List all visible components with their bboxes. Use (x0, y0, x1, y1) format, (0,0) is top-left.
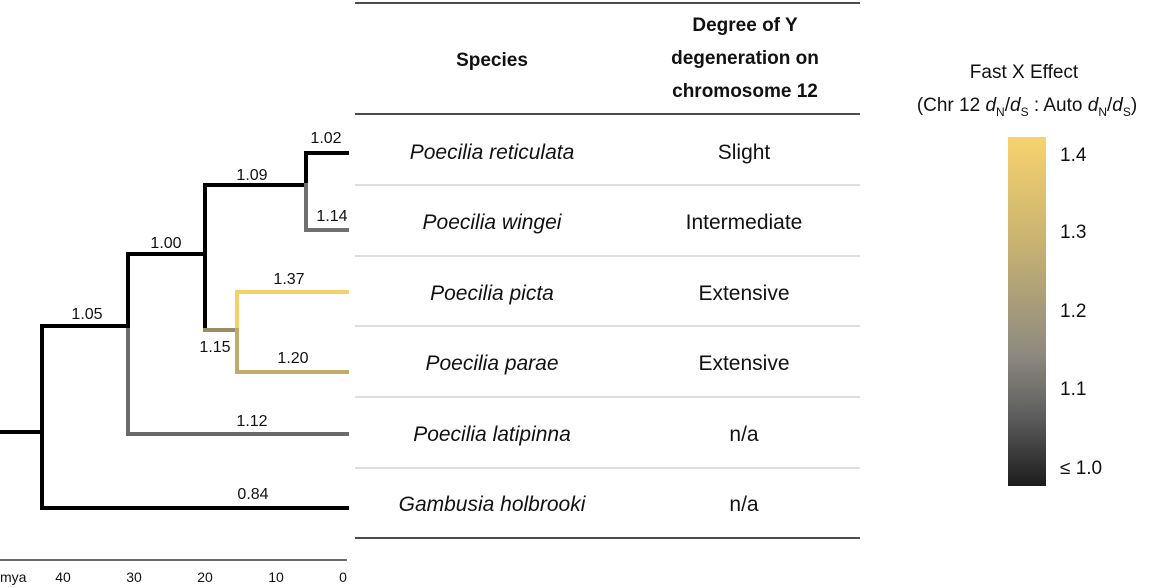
phylogenetic-tree (0, 130, 348, 585)
branch-core-stem (128, 254, 205, 326)
degeneration-degree: n/a (729, 423, 759, 446)
legend-gradient-bar (1008, 137, 1046, 486)
species-name: Poecilia picta (430, 282, 554, 305)
table-row (399, 493, 759, 516)
time-axis-tick: 0 (339, 569, 347, 585)
label-reti-wingei-stem: 1.09 (236, 167, 268, 184)
legend-title-line1: Fast X Effect (969, 62, 1079, 83)
table-row (410, 141, 771, 164)
degeneration-degree: Slight (717, 141, 771, 164)
legend-tick: 1.3 (1060, 222, 1087, 243)
label-latipinna: 1.12 (236, 413, 268, 430)
species-table (355, 3, 860, 538)
label-picta: 1.37 (273, 271, 305, 288)
degeneration-degree: n/a (729, 493, 759, 516)
degeneration-degree: Extensive (698, 282, 790, 305)
table-row (425, 352, 789, 375)
label-reticulata: 1.02 (310, 130, 342, 147)
legend-tick: 1.2 (1060, 301, 1087, 322)
label-gambusia: 0.84 (237, 486, 269, 503)
table-row (430, 282, 789, 305)
legend-title-line2: (Chr 12 $d_N/d_S$ : Auto $d_N/d_S$) (916, 95, 1138, 119)
table-row (413, 423, 759, 446)
label-poecilia-stem: 1.05 (71, 306, 103, 323)
legend-tick: 1.1 (1060, 379, 1087, 400)
branch-poecilia-stem (42, 326, 128, 432)
branch-reticulata (306, 153, 347, 185)
header-degree-line3: chromosome 12 (672, 81, 818, 102)
legend-tick: ≤ 1.0 (1060, 458, 1103, 479)
time-axis-unit: mya (0, 569, 27, 585)
degeneration-degree: Extensive (698, 352, 790, 375)
time-axis-tick: 30 (126, 569, 142, 585)
time-axis-tick: 10 (268, 569, 284, 585)
species-name: Poecilia parae (425, 352, 559, 375)
header-degree-line2: degeneration on (671, 48, 819, 69)
label-core-stem: 1.00 (150, 235, 182, 252)
species-name: Poecilia latipinna (413, 423, 571, 446)
time-axis-tick: 20 (197, 569, 213, 585)
branch-reti-wingei-stem (205, 185, 306, 254)
species-name: Poecilia reticulata (409, 141, 575, 164)
table-row (423, 211, 803, 234)
species-name: Gambusia holbrooki (398, 493, 586, 516)
label-parae: 1.20 (277, 350, 309, 367)
time-axis-tick: 40 (55, 569, 71, 585)
branch-picta (237, 292, 347, 330)
label-picta-parae-stem: 1.15 (199, 339, 231, 356)
branch-gambusia (42, 432, 347, 508)
header-species: Species (456, 50, 528, 71)
header-degree-line1: Degree of Y (692, 15, 798, 36)
species-name: Poecilia wingei (422, 211, 562, 234)
legend-tick: 1.4 (1060, 145, 1087, 166)
degeneration-degree: Intermediate (685, 211, 803, 234)
color-legend (917, 62, 1137, 486)
label-wingei: 1.14 (316, 208, 348, 225)
